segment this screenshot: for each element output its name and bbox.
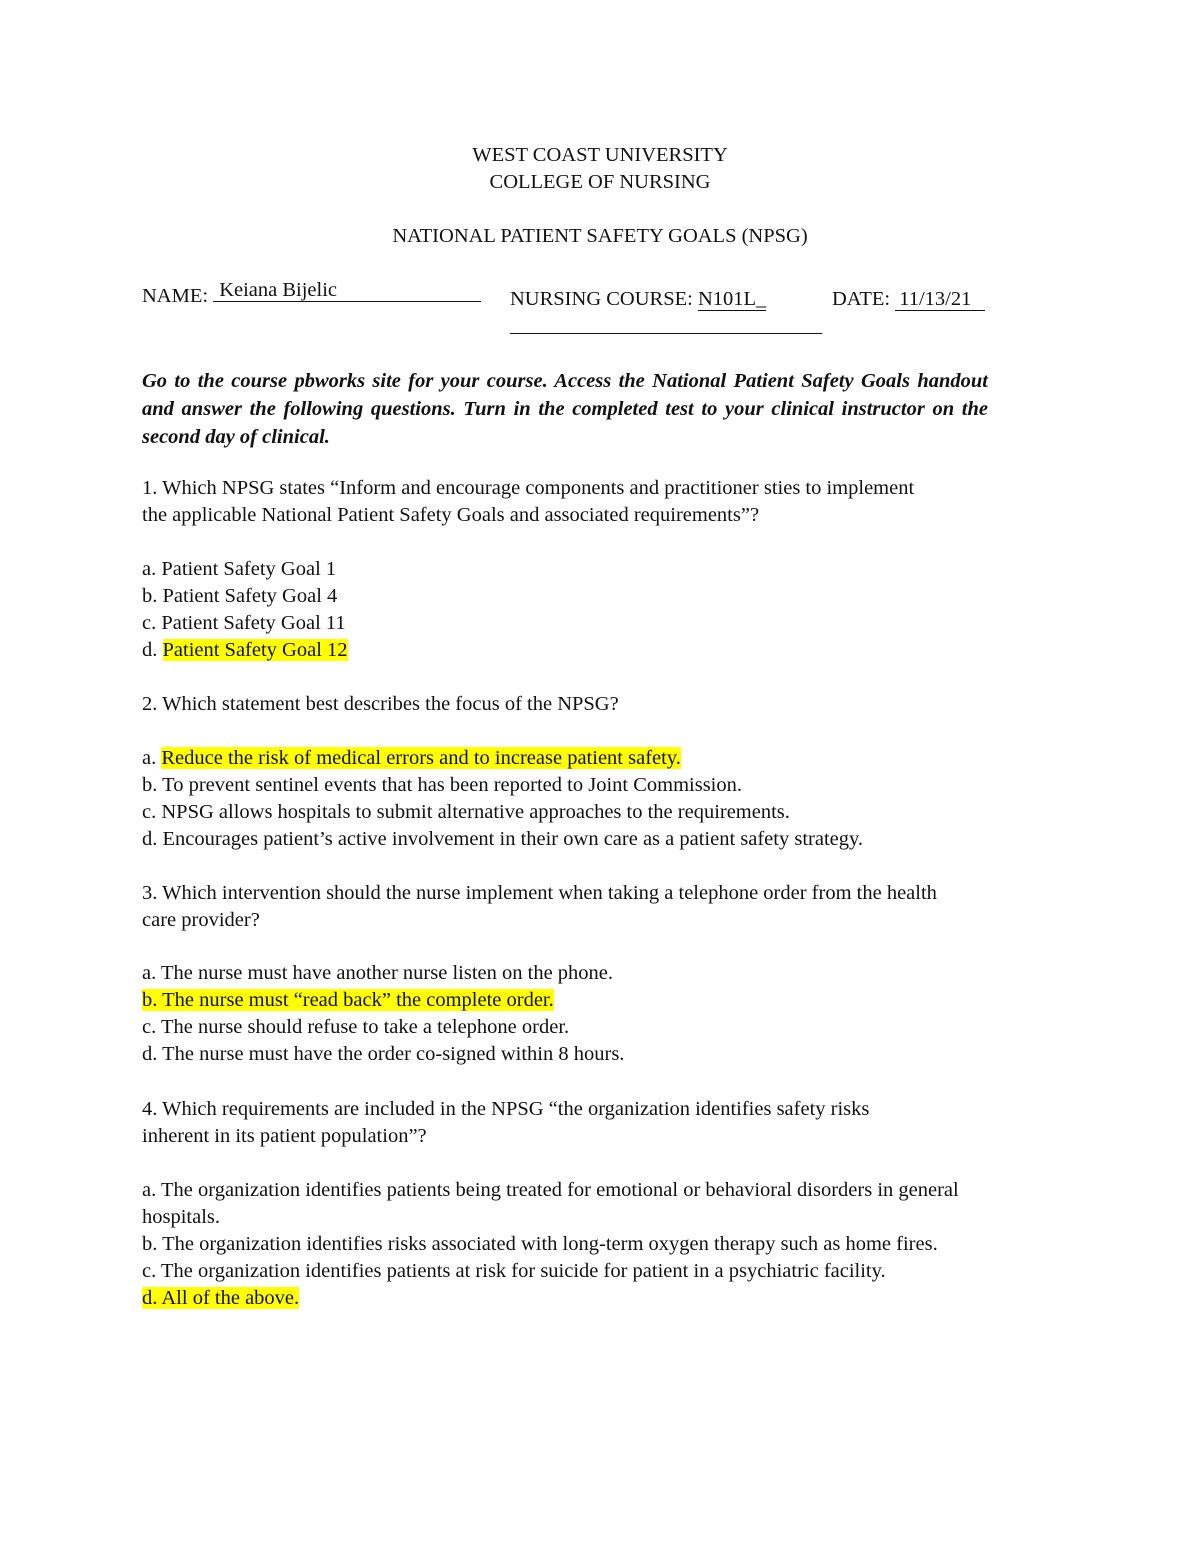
option-d: d. The nurse must have the order co-signed within 8 hours. [142,1043,625,1065]
question-text-line: 3. Which intervention should the nurse implement when taking a telephone order from the health [142,882,937,904]
option-a-selected: a. Reduce the risk of medical errors and to increase patient safety. [142,747,681,769]
option-c: c. The nurse should refuse to take a telephone order. [142,1016,570,1038]
option-b-selected [142,987,1062,1014]
name-underline [213,279,481,302]
question-text-line: 1. Which NPSG states “Inform and encourage components and practitioner sties to implement [142,477,915,499]
question-3-options [142,960,1062,1068]
option-d-selected: d. Patient Safety Goal 12 [142,639,348,661]
signature-line [510,333,822,334]
question-text-line: inherent in its patient population”? [142,1125,427,1147]
option-b: b. The organization identifies risks associated with long-term oxygen therapy such as home fires. [142,1233,938,1255]
option-a: a. The organization identifies patients being treated for emotional or behavioral disorders in general hospitals. [142,1179,959,1228]
question-text-line: 2. Which statement best describes the focus of the NPSG? [142,693,619,715]
name-label: NAME: [142,285,209,307]
question-4 [142,1096,1062,1150]
date-label: DATE: [832,288,891,310]
question-text-line: the applicable National Patient Safety Goals and associated requirements”? [142,504,760,526]
college-name: COLLEGE OF NURSING [489,171,711,193]
option-c: c. NPSG allows hospitals to submit alternative approaches to the requirements. [142,801,790,823]
question-2-options [142,745,1062,853]
document-title: NATIONAL PATIENT SAFETY GOALS (NPSG) [392,225,808,247]
question-3 [142,880,1062,934]
date-value: 11/13/21 [895,288,985,311]
name-field [142,279,481,310]
option-a: a. Patient Safety Goal 1 [142,558,337,580]
name-value: Keiana Bijelic [219,279,338,301]
date-field [832,286,985,313]
question-text-line: care provider? [142,909,260,931]
answer-highlight: d. All of the above. [142,1287,300,1309]
option-d-selected [142,1285,1037,1312]
option-a: a. The nurse must have another nurse listen on the phone. [142,962,614,984]
option-c: c. The organization identifies patients at risk for suicide for patient in a psychiatric facility. [142,1260,886,1282]
question-text-line: 4. Which requirements are included in the NPSG “the organization identifies safety risks [142,1098,870,1120]
university-name: WEST COAST UNIVERSITY [472,144,728,166]
question-1 [142,475,1062,529]
answer-highlight: Reduce the risk of medical errors and to increase patient safety. [161,747,681,769]
option-c: c. Patient Safety Goal 11 [142,612,346,634]
question-2 [142,691,1062,718]
option-b: b. Patient Safety Goal 4 [142,585,338,607]
option-d: d. Encourages patient’s active involvement in their own care as a patient safety strategy. [142,828,864,850]
course-value: N101L_ [697,288,767,310]
question-4-options [142,1177,1037,1312]
answer-highlight: b. The nurse must “read back” the complete order. [142,989,554,1011]
answer-highlight: Patient Safety Goal 12 [162,639,348,661]
question-1-options [142,556,1062,664]
course-field [510,286,766,313]
course-label: NURSING COURSE: [510,288,693,310]
instructions-text: Go to the course pbworks site for your course. Access the National Patient Safety Goals handout and answer the following questions. Turn in the completed test to your clinical instructor on the second day of clinical. [142,370,988,448]
option-b: b. To prevent sentinel events that has been reported to Joint Commission. [142,774,742,796]
